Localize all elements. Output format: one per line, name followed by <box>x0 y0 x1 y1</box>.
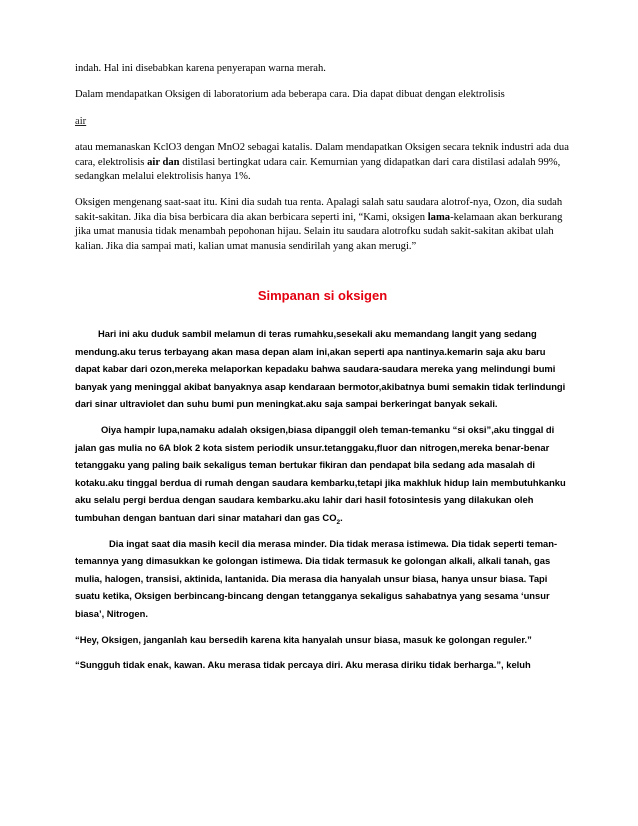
story-paragraph-5: “Sungguh tidak enak, kawan. Aku merasa tidak percaya diri. Aku merasa diriku tidak berharga.”, keluh <box>75 659 531 671</box>
story-paragraph-1: Hari ini aku duduk sambil melamun di teras rumahku,sesekali aku memandang langit yang sedang mendung.aku terus terbayang akan masa depan alam ini,akan seperti apa nantinya.kemarin saja aku baru dapat kabar dari ozon,mereka melaporkan kepadaku bahwa saudara-saudara mereka yang melindungi bumi banyak yang meninggal akibat banyaknya asap kendaraan bermotor,akibatnya bumi semakin tidak terlindungi dari sinar ultraviolet dan suhu bumi pun meningkat.aku saja sampai berkeringat banyak sekali. <box>75 328 566 410</box>
air-link-line <box>75 115 570 129</box>
story-paragraph-3: Dia ingat saat dia masih kecil dia merasa minder. Dia tidak merasa istimewa. Dia tidak seperti teman-temannya yang dimasukkan ke golongan istimewa. Dia tidak termasuk ke golongan alkali, alkali tanah, gas mulia, halogen, transisi, aktinida, lantanida. Dia merasa dia hanyalah unsur biasa, hanya unsur biasa. Tapi suatu ketika, Oksigen berbincang-bincang dengan tetangganya sekaligus sahabatnya yang sesama ‘unsur biasa’, Nitrogen. <box>75 537 558 619</box>
industrial-text-a: atau memanaskan KclO3 dengan MnO2 sebagai katalis. Dalam mendapatkan Oksigen secara teknik industri ada dua cara, elektrolisis <box>75 142 569 168</box>
ozon-bold: lama <box>427 211 451 223</box>
story-paragraph-4: “Hey, Oksigen, janganlah kau bersedih karena kita hanyalah unsur biasa, masuk ke golongan reguler.” <box>75 633 532 645</box>
co2-subscript: 2 <box>336 518 341 526</box>
story-section <box>75 325 570 674</box>
story-p2-text: Oiya hampir lupa,namaku adalah oksigen,biasa dipanggil oleh teman-temanku “si oksi”,aku tinggal di jalan gas mulia no 6A blok 2 kota sistem periodik unsur.tetanggaku,fluor dan nitrogen,mereka benar-benar tetanggaku yang paling baik sekaligus teman bertukar fikiran dan pendapat bila sedang ada masalah di kotaku.aku tinggal berdua di rumah dengan saudara kembarku,tetapi jika makhluk hidup lain membutuhkanku aku selalu pergi berdua dengan saudara kembarku.aku lahir dari hasil fotosintesis yang dilakukan oleh tumbuhan dengan bantuan dari sinar matahari dan gas CO <box>75 424 566 523</box>
ozon-text-a: Oksigen mengenang saat-saat itu. Kini dia sudah tua renta. Apalagi salah satu saudara alotrof-nya, Ozon, dia sudah sakit-sakitan. Jika dia bisa berbicara dia akan berbicara seperti ini, “Kami, oksigen <box>75 197 563 223</box>
paragraph-intro: indah. Hal ini disebabkan karena penyerapan warna merah. <box>75 63 326 74</box>
top-section <box>75 62 570 254</box>
paragraph-ozon <box>75 196 570 254</box>
air-link[interactable]: air <box>75 115 87 127</box>
industrial-text-b: distilasi bertingkat udara cair. Kemurnian yang didapatkan dari cara distilasi adalah 99%, sedangkan melalui elektrolisis hanya 1%. <box>75 156 561 183</box>
paragraph-lab-methods: Dalam mendapatkan Oksigen di laboratorium ada beberapa cara. Dia dapat dibuat dengan elektrolisis <box>75 89 505 101</box>
story-paragraph-2 <box>75 421 570 527</box>
story-p2-end: . <box>340 512 343 523</box>
industrial-bold: air dan <box>147 156 180 168</box>
paragraph-industrial <box>75 141 570 184</box>
document-page <box>75 62 570 674</box>
story-title: Simpanan si oksigen <box>257 288 388 304</box>
ozon-text-b: -kelamaan akan berkurang jika umat manusia tidak menambah pepohonan hijau. Selain itu saudara alotrofku sudah sakit-sakitan akibat ulah kalian. Jika dia sampai mati, kalian umat manusia sendirilah yang akan merugi.” <box>75 211 563 252</box>
